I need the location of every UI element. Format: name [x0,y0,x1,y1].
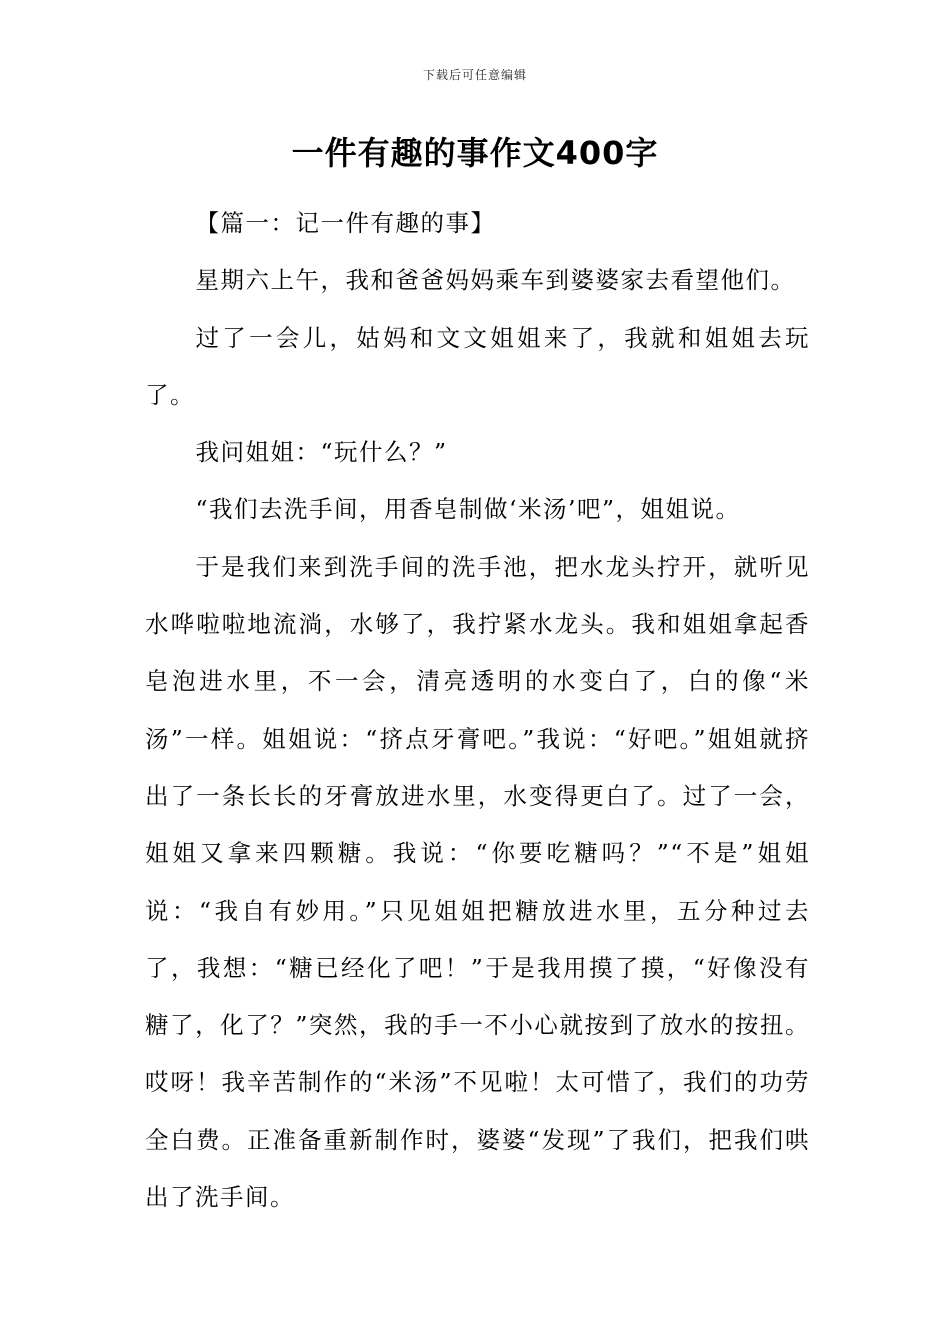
paragraph: 过了一会儿，姑妈和文文姐姐来了，我就和姐姐去玩了。 [145,323,810,409]
paragraph: “我们去洗手间，用香皂制做‘米汤’吧”，姐姐说。 [195,495,741,524]
section-heading: 【篇一：记一件有趣的事】 [195,209,496,237]
document-body [145,195,810,1226]
header-note: 下载后可任意编辑 [422,68,527,82]
paragraph: 于是我们来到洗手间的洗手池，把水龙头拧开，就听见水哗啦啦地流淌，水够了，我拧紧水龙头。我和姐姐拿起香皂泡进水里，不一会，清亮透明的水变白了，白的像“米汤”一样。姐姐说：“挤点牙膏吧。”我说：“好吧。”姐姐就挤出了一条长长的牙膏放进水里，水变得更白了。过了一会，姐姐又拿来四颗糖。我说：“你要吃糖吗？”“不是”姐姐说：“我自有妙用。”只见姐姐把糖放进水里，五分种过去了，我想：“糖已经化了吧！”于是我用摸了摸，“好像没有糖了，化了？”突然，我的手一不小心就按到了放水的按扭。哎呀！我辛苦制作的“米汤”不见啦！太可惜了，我们的功劳全白费。正准备重新制作时，婆婆“发现”了我们，把我们哄出了洗手间。 [145,552,810,1212]
paragraph: 星期六上午，我和爸爸妈妈乘车到婆婆家去看望他们。 [195,266,796,295]
document-title: 一件有趣的事作文400字 [291,134,659,172]
paragraph: 我问姐姐：“玩什么？” [195,438,448,467]
